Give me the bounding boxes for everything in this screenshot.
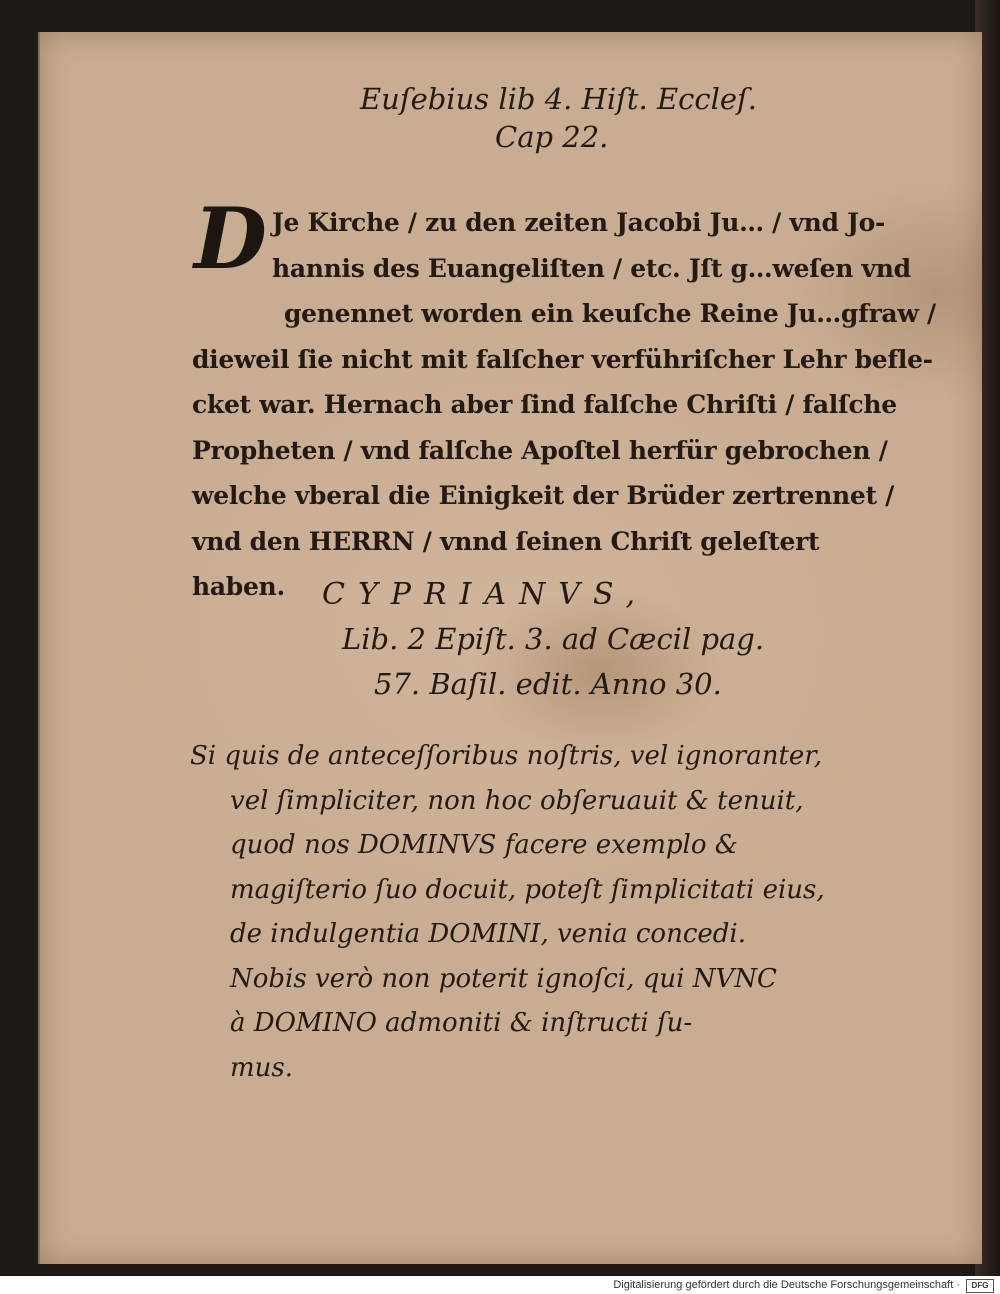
edition-line: 57. Baſil. edit. Anno 30.	[374, 667, 722, 701]
german-line: hannis des Euangeliſten / etc. Jſt g…weſen vnd	[272, 253, 911, 283]
latin-line: Nobis verò non poterit ignoſci, qui NVNC	[230, 963, 777, 994]
author-name: CYPRIANVS,	[322, 577, 648, 612]
latin-paragraph	[190, 734, 900, 1090]
german-line: welche vberal die Einigkeit der Brüder zertrennet /	[192, 481, 894, 510]
latin-line: à DOMINO admoniti & inſtructi ſu-	[230, 1008, 693, 1038]
latin-heading	[320, 572, 800, 707]
latin-line: vel ſimpliciter, non hoc obſeruauit & tenuit,	[230, 785, 804, 816]
german-line: vnd den HERRN / vnnd ſeinen Chriſt geleſtert	[192, 526, 820, 556]
latin-line: de indulgentia DOMINI, venia concedi.	[230, 919, 747, 949]
header-source: Euſebius lib 4. Hiſt. Eccleſ.	[360, 82, 758, 116]
dfg-logo-icon: DFG	[966, 1279, 994, 1293]
latin-line: mus.	[230, 1052, 294, 1083]
citation-line: Lib. 2 Epiſt. 3. ad Cæcil pag.	[342, 622, 765, 656]
funding-credit: Digitalisierung gefördert durch die Deutsche Forschungsgemeinschaft ·	[613, 1279, 960, 1291]
german-line: Propheten / vnd falſche Apoſtel herfür gebrochen /	[192, 435, 888, 465]
german-paragraph	[192, 200, 936, 610]
decorated-initial: D	[194, 189, 267, 288]
german-line: dieweil ſie nicht mit falſcher verführiſcher Lehr befle-	[192, 344, 933, 374]
latin-line: magiſterio ſuo docuit, poteſt ſimplicitati eius,	[230, 874, 825, 905]
latin-line: Si quis de anteceſſoribus noſtris, vel ignoranter,	[190, 741, 823, 771]
german-line: Je Kirche / zu den zeiten Jacobi Ju… / vnd Jo-	[272, 208, 886, 237]
latin-line: quod nos DOMINVS facere exemplo &	[230, 830, 738, 860]
german-line: haben.	[192, 572, 285, 601]
page-header	[330, 80, 770, 156]
german-line: genennet worden ein keuſche Reine Ju…gfraw /	[284, 299, 936, 328]
german-line: cket war. Hernach aber ſind falſche Chriſti / falſche	[192, 390, 897, 419]
header-chapter: Cap 22.	[495, 120, 609, 154]
